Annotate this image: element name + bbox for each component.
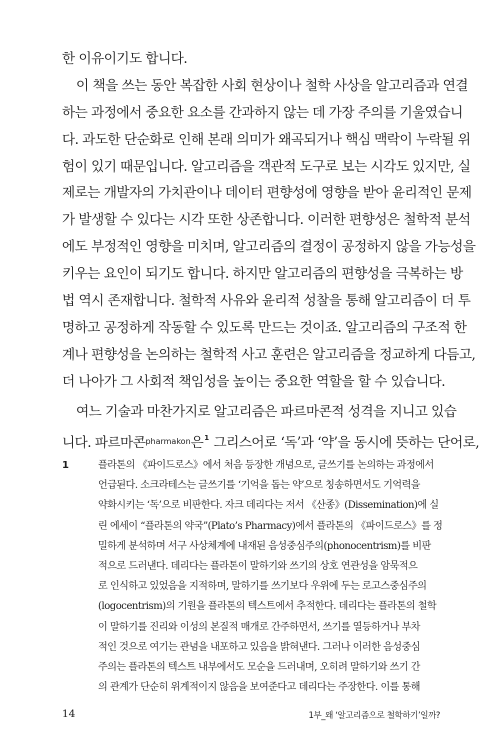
romanized-term: pharmakon	[145, 437, 191, 447]
body-line: 여느 기술과 마찬가지로 알고리즘은 파르마콘적 성격을 지니고 있습	[76, 403, 457, 420]
body-line: 한 이유이기도 합니다.	[62, 51, 188, 67]
footnote-line: 약화시키는 ‘독’으로 비판한다. 자크 데리다는 저서 《산종》(Dissemination)에 실	[98, 500, 439, 512]
footnote-body	[98, 456, 442, 698]
body-line: 명하고 공정하게 작동할 수 있도록 만드는 것이죠. 알고리즘의 구조적 한	[62, 319, 467, 336]
footnote-line: 적으로 드러낸다. 데리다는 플라톤이 말하기와 쓰기의 상호 연관성을 암묵적으	[98, 560, 418, 572]
footnote-line: 언급된다. 소크라테스는 글쓰기를 ‘기억을 돕는 약’으로 칭송하면서도 기억력을	[98, 480, 421, 492]
body-line: 가 발생할 수 있다는 시각 또한 상존합니다. 이러한 편향성은 철학적 분석	[62, 212, 471, 229]
body-line: 법 역시 존재합니다. 철학적 사유와 윤리적 성찰을 통해 알고리즘이 더 투	[62, 293, 471, 310]
page-number: 14	[62, 708, 76, 720]
body-text-segment: 니다. 파르마콘	[62, 435, 146, 452]
body-line: 에도 부정적인 영향을 미치며, 알고리즘의 결정이 공정하지 않을 가능성을	[62, 239, 476, 256]
footnote-line: 이 말하기를 진리와 이성의 본질적 매개로 간주하면서, 쓰기를 열등하거나 부차	[98, 621, 421, 633]
footnote-line: (logocentrism)의 기원을 플라톤의 텍스트에서 추적한다. 데리다는 플라톤의 철학	[98, 601, 437, 613]
body-line: 계나 편향성을 논의하는 철학적 사고 훈련은 알고리즘을 정교하게 다듬고,	[62, 346, 476, 363]
body-line: 제로는 개발자의 가치관이나 데이터 편향성에 영향을 받아 윤리적인 문제	[62, 185, 472, 202]
body-text-segment: 그리스어로 ‘독’과 ‘약’을 동시에 뜻하는 단어로,	[209, 435, 480, 452]
footnote-line: 주의는 플라톤의 텍스트 내부에서도 모순을 드러내며, 오히려 말하기와 쓰기 간	[98, 661, 421, 673]
body-line: 이 책을 쓰는 동안 복잡한 사회 현상이나 철학 사상을 알고리즘과 연결	[76, 77, 468, 94]
footnote-reference[interactable]: 1	[204, 434, 209, 443]
running-head: 1부_왜 ‘알고리즘으로 철학하기’일까?	[308, 711, 440, 721]
footnote-line: 린 에세이 “플라톤의 약국”(Plato’s Pharmacy)에서 플라톤의 《파이드로스》를 정	[98, 520, 443, 532]
footnote-line: 밀하게 분석하며 서구 사상체계에 내재된 음성중심주의(phonocentrism)를 비판	[98, 540, 431, 552]
body-line-with-note	[62, 425, 480, 452]
body-line: 하는 과정에서 중요한 요소를 간과하지 않는 데 가장 주의를 기울였습니	[62, 104, 463, 121]
body-line: 더 나아가 그 사회적 책임성을 높이는 중요한 역할을 할 수 있습니다.	[62, 373, 446, 390]
footnote-number: 1	[62, 460, 69, 471]
footnote-line: 적인 것으로 여기는 관념을 내포하고 있음을 밝혀낸다. 그러나 이러한 음성중심	[98, 641, 421, 653]
footnote-line: 플라톤의 《파이드로스》에서 처음 등장한 개념으로, 글쓰기를 논의하는 과정에서	[98, 460, 434, 471]
body-line: 다. 과도한 단순화로 인해 본래 의미가 왜곡되거나 핵심 맥락이 누락될 위	[62, 131, 471, 148]
footnote-line: 로 인식하고 있었음을 지적하며, 말하기를 쓰기보다 우위에 두는 로고스중심주의	[98, 581, 427, 593]
body-line: 험이 있기 때문입니다. 알고리즘을 객관적 도구로 보는 시각도 있지만, 실	[62, 158, 471, 175]
footnote-line: 의 관계가 단순히 위계적이지 않음을 보여준다고 데리다는 주장한다. 이를 통해	[98, 682, 421, 694]
body-text-segment: 은	[190, 435, 204, 452]
body-line: 키우는 요인이 되기도 합니다. 하지만 알고리즘의 편향성을 극복하는 방	[62, 266, 463, 283]
body-text	[62, 46, 480, 452]
